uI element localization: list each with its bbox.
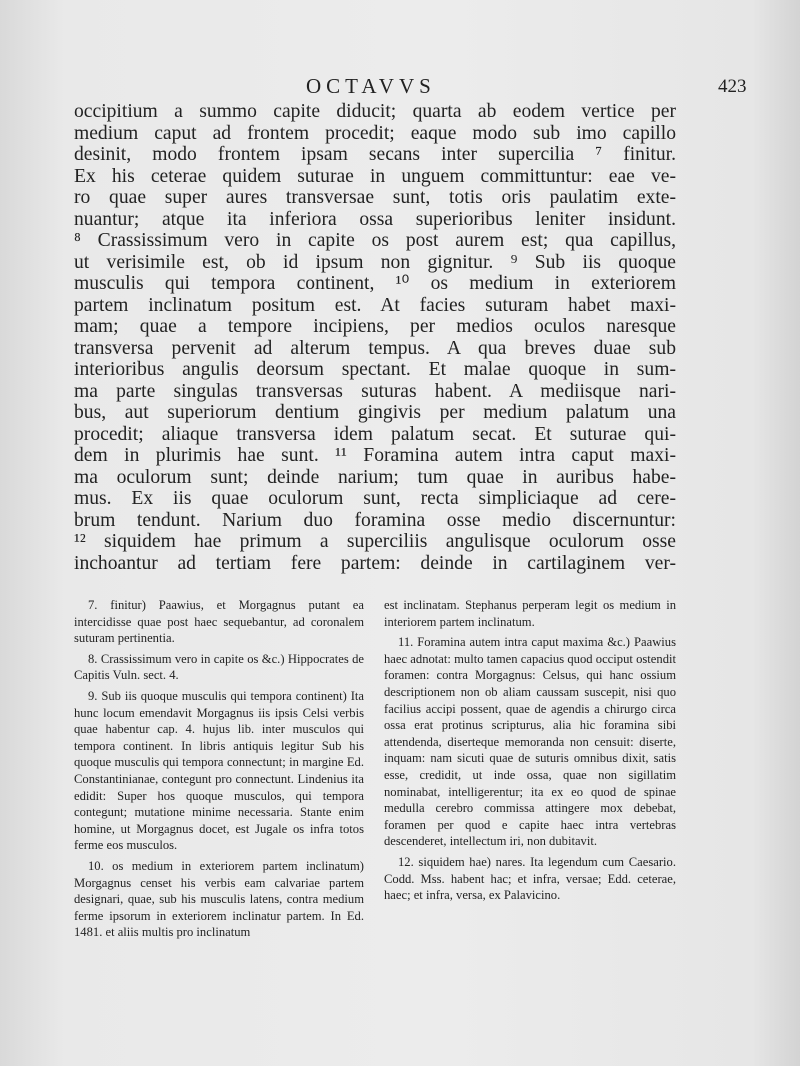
- text-line: Ex his ceterae quidem suturae in unguem committuntur: eae ve-: [74, 165, 676, 187]
- text-line: desinit, modo frontem ipsam secans inter supercilia ⁷ finitur.: [74, 144, 676, 165]
- footnote: 11. Foramina autem intra caput maxima &c.) Paawius haec adnotat: multo tamen capacius quod occiput ostendit foramen: contra Morgagnus: Celsus, qui hanc ossium descriptionem non ob aliam caussam suscepit, nisi quo facilius accipi possent, quae de agendis a chirurgo circa ossa erat protinus scripturus, alia hic foramina sibi attendenda, diserteque memoranda non censuit: diserte, inquam: nam sicuti quae de suturis omnibus dixit, satis esse, credidit, ut inde ossa, quae non sigillatim nominabat, intelligerentur; ita ex eo quod de spinae medulla cerebro commissa attingere mox debebat, foramen per quod e capite haec intra vertebras descenderet, intellectum iri, non dubitavit.: [384, 635, 676, 849]
- running-title: OCTAVVS: [306, 74, 436, 98]
- footnote: 7. finitur) Paawius, et Morgagnus putant ea intercidisse quae post haec sequebantur, ad coronalem suturam pertinentia.: [74, 598, 364, 646]
- text-line: ro quae super aures transversae sunt, totis oris paulatim exte-: [74, 187, 676, 208]
- text-line: ut verisimile est, ob id ipsum non gignitur. ⁹ Sub iis quoque: [74, 251, 676, 273]
- text-line: ⁸ Crassissimum vero in capite os post aurem est; qua capillus,: [74, 230, 676, 251]
- footnotes-left-column: [74, 597, 364, 945]
- page-header: [0, 74, 800, 98]
- text-line: partem inclinatum positum est. At facies suturam habet maxi-: [74, 294, 676, 316]
- text-line: occipitium a summo capite diducit; quarta ab eodem vertice per: [74, 101, 676, 122]
- text-line: mam; quae a tempore incipiens, per medios oculos naresque: [74, 316, 676, 337]
- text-line: medium caput ad frontem procedit; eaque modo sub imo capillo: [74, 122, 676, 144]
- main-text: [74, 101, 676, 574]
- text-line: bus, aut superiorum dentium gingivis per medium palatum una: [74, 402, 676, 423]
- text-line: transversa pervenit ad alterum tempus. A qua breves duae sub: [74, 337, 676, 359]
- footnote: 12. siquidem hae) nares. Ita legendum cum Caesario. Codd. Mss. habent hac; et infra, versae; Edd. ceterae, haec; et infra, versa, ex Palavicino.: [384, 854, 676, 903]
- text-line: musculis qui tempora continent, ¹⁰ os medium in exteriorem: [74, 273, 676, 294]
- text-line: mus. Ex iis quae oculorum sunt, recta simpliciaque ad cere-: [74, 488, 676, 509]
- text-line: ma oculorum sunt; deinde narium; tum quae in auribus habe-: [74, 466, 676, 488]
- footnote: 8. Crassissimum vero in capite os &c.) Hippocrates de Capitis Vuln. sect. 4.: [74, 651, 364, 683]
- text-line: procedit; aliaque transversa idem palatum secat. Et suturae qui-: [74, 423, 676, 445]
- footnote: 10. os medium in exteriorem partem inclinatum) Morgagnus censet his verbis eam calvariae partem designari, quae, sub his musculis latens, contra medium ferme ipsorum in exteriorem inclinatur partem. In Ed. 1481. et aliis multis pro inclinatum: [74, 858, 364, 940]
- text-line: nuantur; atque ita inferiora ossa superioribus leniter insidunt.: [74, 208, 676, 230]
- text-line: interioribus angulis deorsum spectant. Et malae quoque in sum-: [74, 359, 676, 380]
- text-line: dem in plurimis hae sunt. ¹¹ Foramina autem intra caput maxi-: [74, 445, 676, 466]
- text-line: inchoantur ad tertiam fere partem: deinde in cartilaginem ver-: [74, 552, 676, 574]
- text-line: ¹² siquidem hae primum a superciliis angulisque oculorum osse: [74, 531, 676, 552]
- footnote: est inclinatam. Stephanus perperam legit os medium in interiorem partem inclinatum.: [384, 598, 676, 629]
- footnotes-right-column: [384, 597, 676, 908]
- page-number: 423: [718, 76, 747, 97]
- footnote: 9. Sub iis quoque musculis qui tempora continent) Ita hunc locum emendavit Morgagnus iis ipsis Celsi verbis quae habentur cap. 4. hujus lib. inter musculos qui tempora continent. In libris antiquis legitur Sub his quoque musculis qui tempora connectunt; in margine Ed. Constantinianae, contegunt pro connectunt. Lindenius ita edidit: Super hos quoque musculos, qui tempora contegunt; mutatione minime necessaria. Stante enim homine, ut Morgagnus docet, est Jugale os infra totos ferme eos musculos.: [74, 688, 364, 853]
- text-line: ma parte singulas transversas suturas habent. A mediisque nari-: [74, 380, 676, 402]
- text-line: brum tendunt. Narium duo foramina osse medio discernuntur:: [74, 509, 676, 531]
